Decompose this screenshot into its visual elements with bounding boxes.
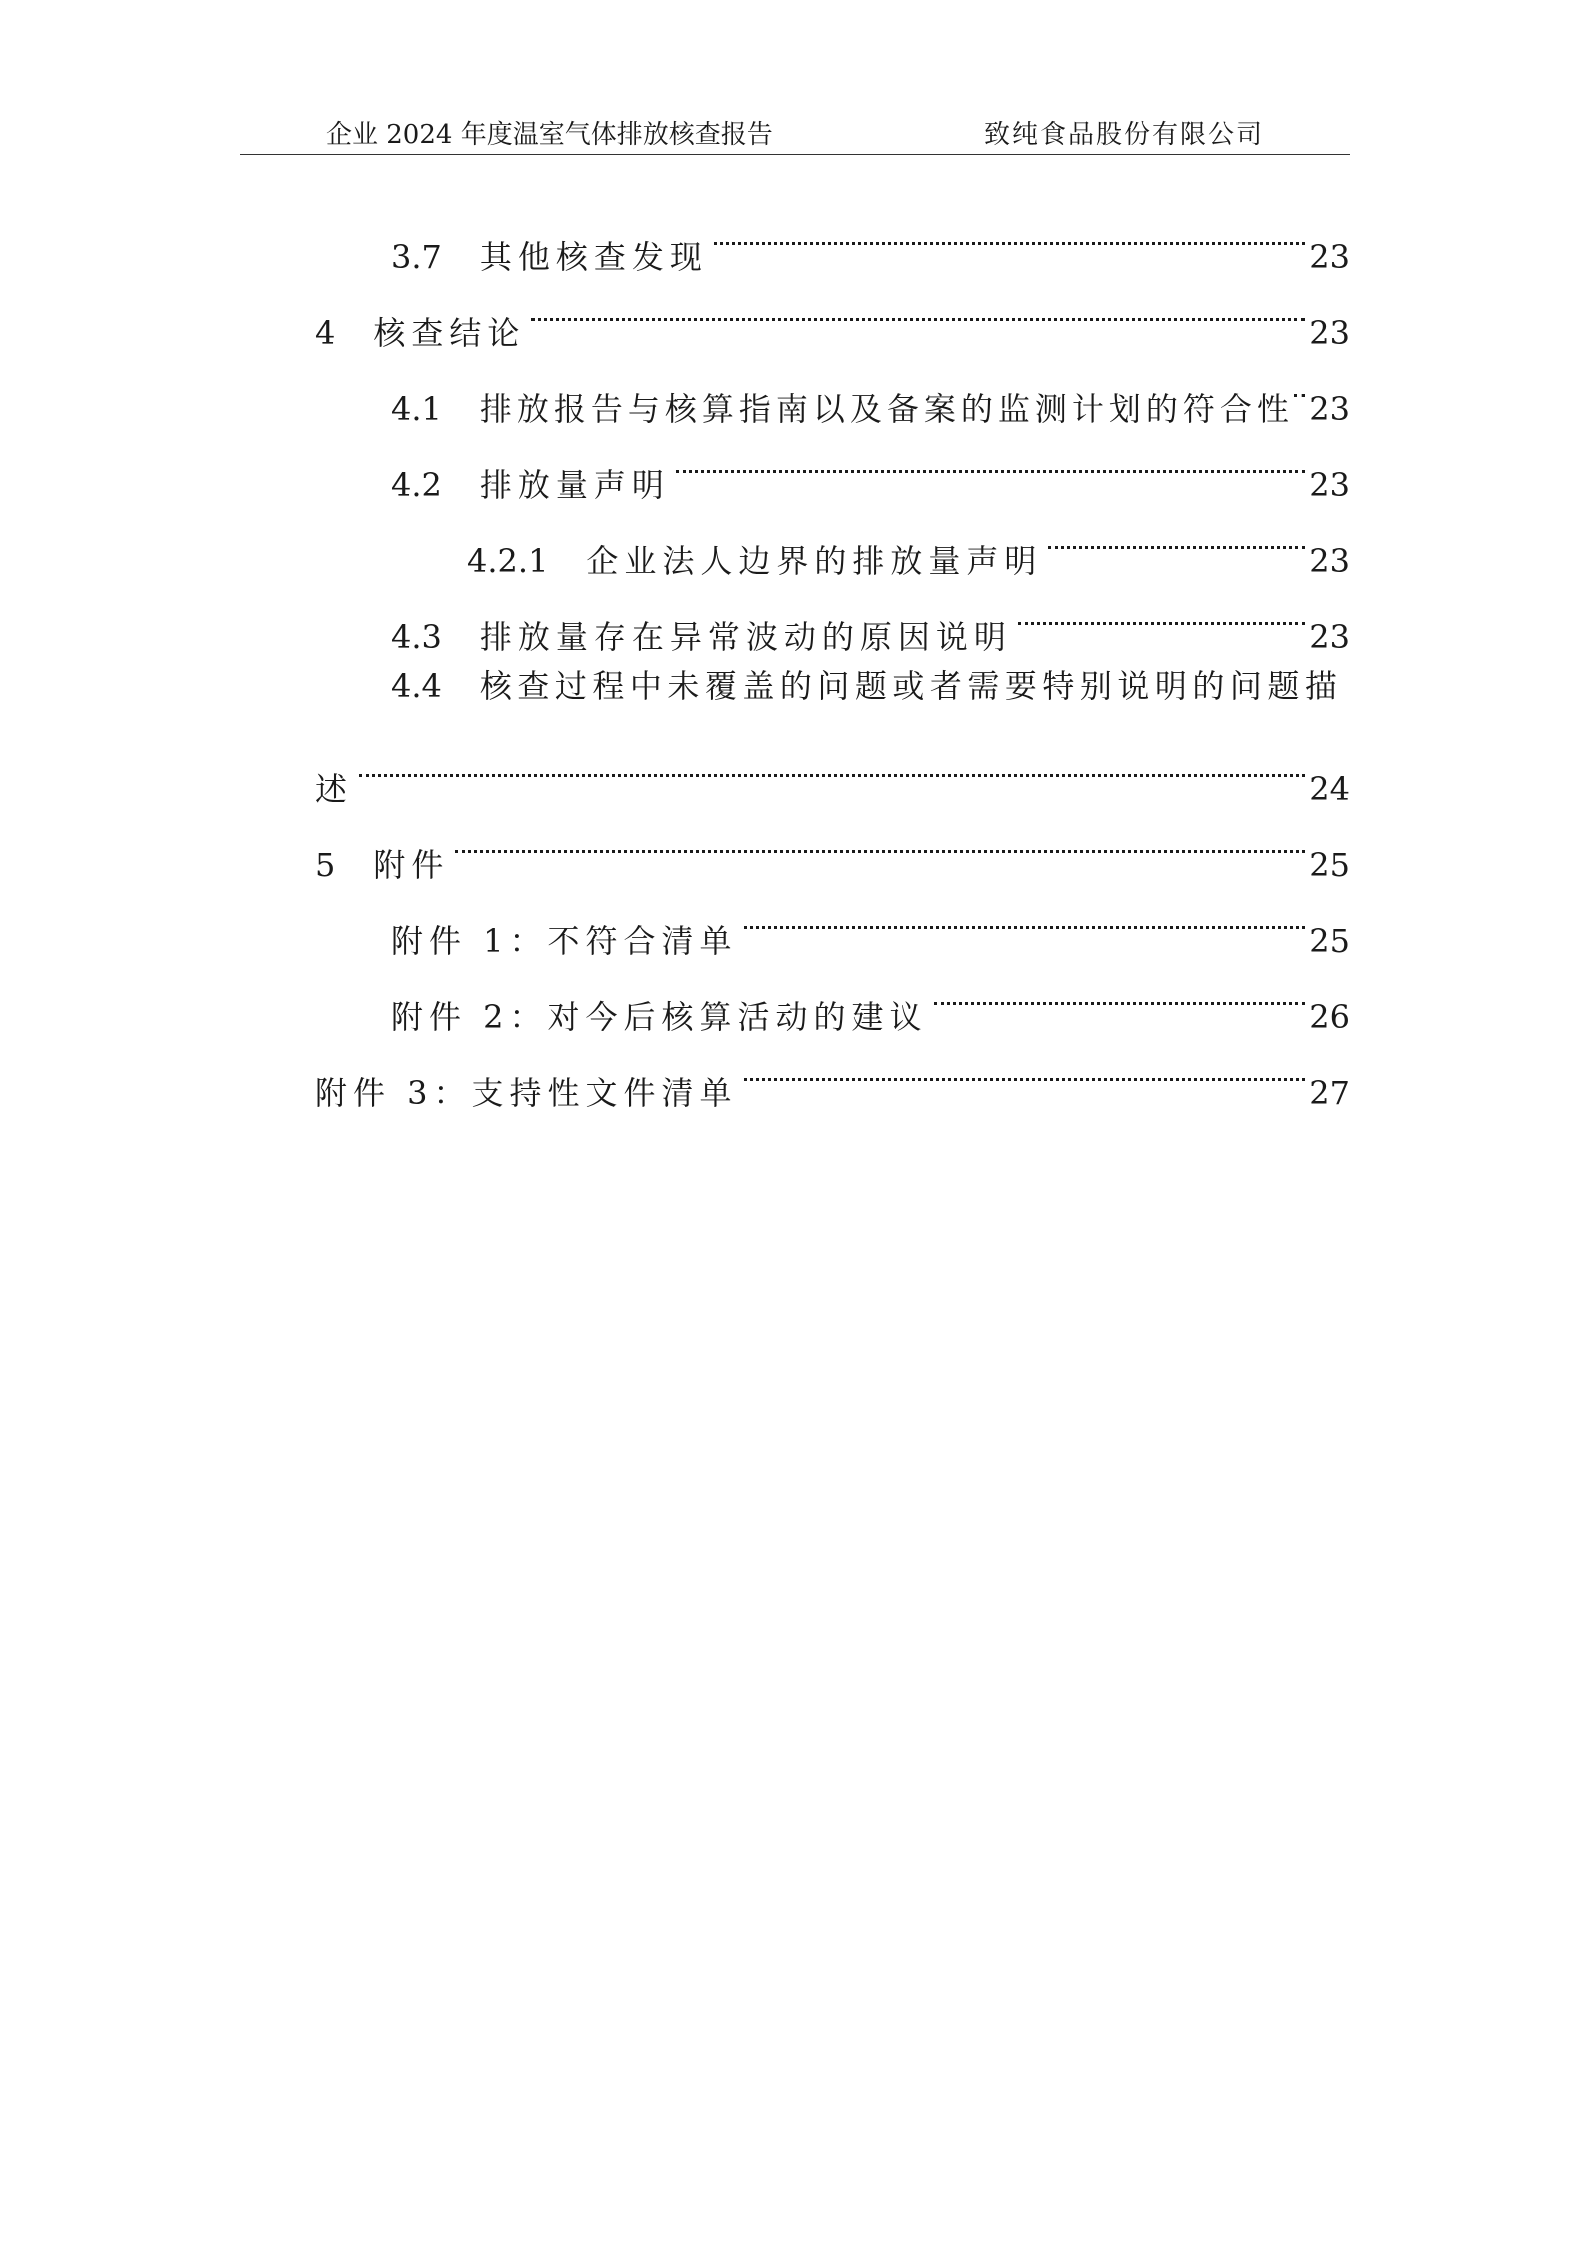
toc-page-number: 23 bbox=[1309, 238, 1350, 276]
dot-leader bbox=[676, 420, 1305, 496]
toc-title-line2: 述 bbox=[315, 770, 354, 808]
table-of-contents bbox=[315, 192, 1350, 1112]
toc-number: 4.2.1 bbox=[467, 542, 549, 580]
toc-page-number: 25 bbox=[1309, 846, 1350, 884]
dot-leader bbox=[455, 800, 1305, 876]
toc-page-number: 27 bbox=[1309, 1074, 1350, 1112]
company-name: 致纯食品股份有限公司 bbox=[983, 120, 1264, 150]
dot-leader bbox=[744, 1028, 1306, 1104]
toc-page-number: 23 bbox=[1309, 466, 1350, 504]
toc-number: 4.4 bbox=[391, 667, 442, 705]
toc-page-number: 23 bbox=[1309, 618, 1350, 656]
toc-page-number: 23 bbox=[1309, 542, 1350, 580]
toc-number: 3.7 bbox=[391, 238, 442, 276]
toc-title: 排放量存在异常波动的原因说明 bbox=[479, 618, 1012, 656]
dot-leader bbox=[1294, 344, 1305, 420]
toc-title: 核查结论 bbox=[373, 314, 526, 352]
dot-leader bbox=[934, 952, 1306, 1028]
toc-number: 4.1 bbox=[391, 390, 442, 428]
toc-page-number: 24 bbox=[1309, 770, 1350, 808]
toc-entry-attachment-1[interactable] bbox=[315, 876, 1350, 960]
toc-title-line1: 核查过程中未覆盖的问题或者需要特别说明的问题描 bbox=[479, 667, 1343, 705]
toc-page-number: 25 bbox=[1309, 922, 1350, 960]
toc-title: 附件 bbox=[373, 846, 450, 884]
toc-number: 4.2 bbox=[391, 466, 442, 504]
toc-title: 其他核查发现 bbox=[479, 238, 708, 276]
toc-title: 附件 2：对今后核算活动的建议 bbox=[391, 998, 928, 1036]
report-title: 企业 2024 年度温室气体排放核查报告 bbox=[326, 120, 773, 150]
toc-page-number: 26 bbox=[1309, 998, 1350, 1036]
toc-entry-4-2-1[interactable] bbox=[315, 496, 1350, 580]
page-header bbox=[240, 112, 1350, 155]
toc-entry-5[interactable] bbox=[315, 800, 1350, 884]
toc-number: 5 bbox=[315, 846, 336, 884]
toc-page-number: 23 bbox=[1309, 390, 1350, 428]
toc-title: 附件 3：支持性文件清单 bbox=[315, 1074, 738, 1112]
dot-leader bbox=[359, 724, 1305, 800]
dot-leader bbox=[744, 876, 1306, 952]
toc-number: 4 bbox=[315, 314, 336, 352]
toc-entry-4-4-continued[interactable] bbox=[315, 724, 1350, 808]
dot-leader bbox=[1048, 496, 1305, 572]
toc-title: 附件 1：不符合清单 bbox=[391, 922, 738, 960]
toc-title: 排放量声明 bbox=[479, 466, 670, 504]
toc-title: 企业法人边界的排放量声明 bbox=[586, 542, 1043, 580]
toc-entry-4-4[interactable] bbox=[315, 648, 1350, 724]
toc-entry-4-2[interactable] bbox=[315, 420, 1350, 504]
toc-title: 排放报告与核算指南以及备案的监测计划的符合性 bbox=[479, 390, 1294, 428]
dot-leader bbox=[714, 192, 1305, 268]
toc-entry-3-7[interactable] bbox=[315, 192, 1350, 276]
toc-number: 4.3 bbox=[391, 618, 442, 656]
toc-page-number: 23 bbox=[1309, 314, 1350, 352]
toc-entry-4[interactable] bbox=[315, 268, 1350, 352]
dot-leader bbox=[1018, 572, 1305, 648]
dot-leader bbox=[531, 268, 1305, 344]
